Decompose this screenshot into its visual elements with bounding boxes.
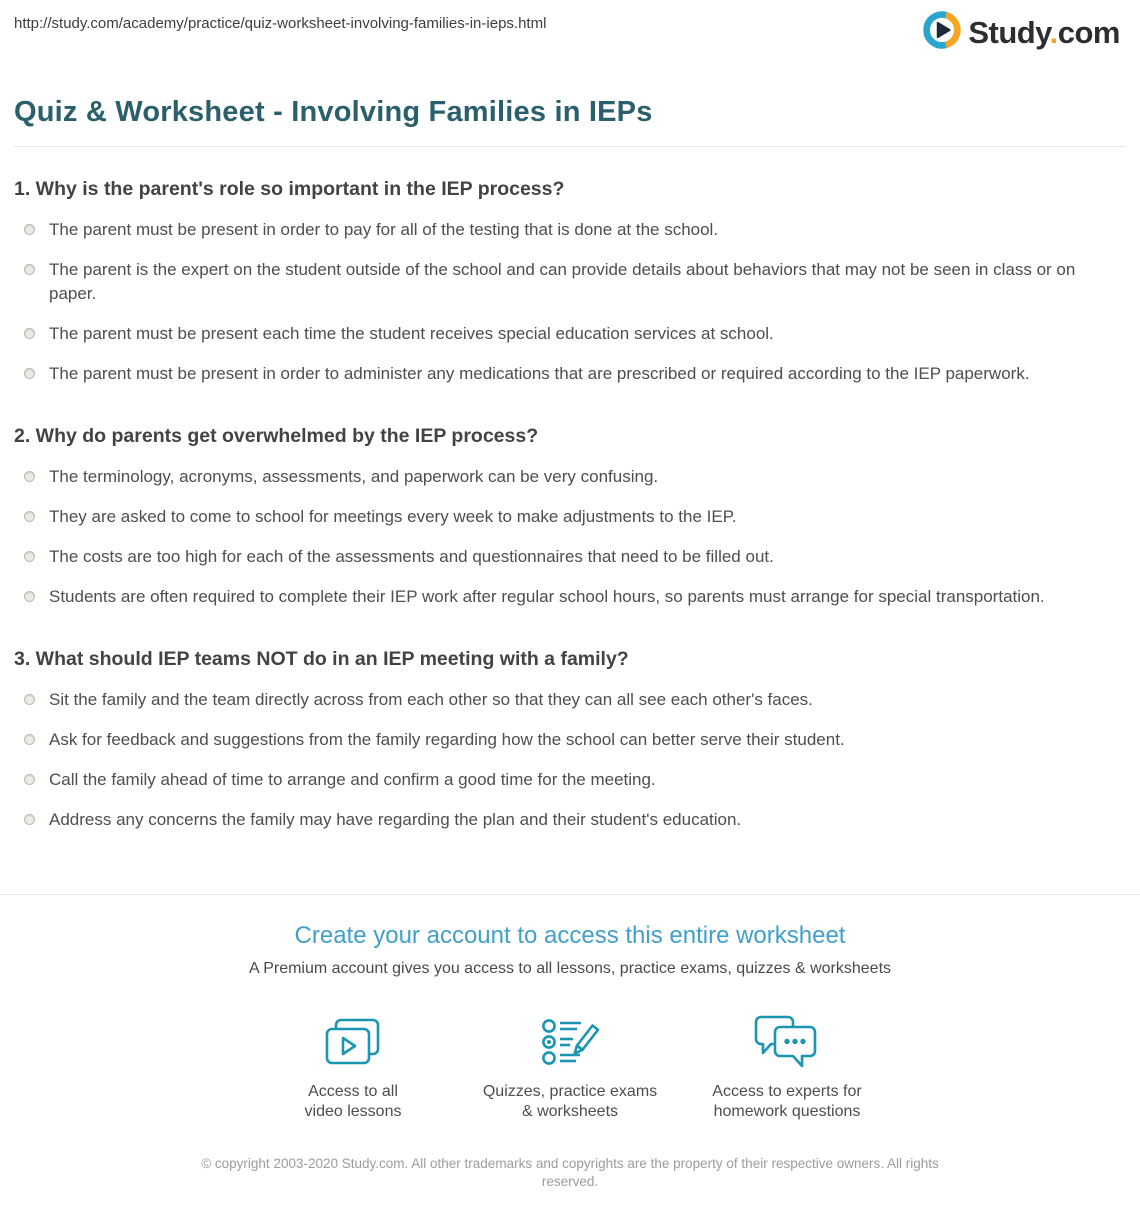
- quiz-content: [0, 178, 1140, 840]
- page-title: Quiz & Worksheet - Involving Families in IEPs: [14, 96, 653, 128]
- question-heading: 2. Why do parents get overwhelmed by the IEP process?: [14, 425, 539, 447]
- video-lessons-icon: [245, 1015, 462, 1069]
- create-account-title[interactable]: Create your account to access this entire worksheet: [294, 922, 846, 949]
- quiz-option[interactable]: [14, 720, 1126, 760]
- quiz-option[interactable]: [14, 354, 1126, 394]
- quiz-option[interactable]: [14, 457, 1126, 497]
- quiz-option[interactable]: [14, 314, 1126, 354]
- features-row: [0, 1015, 1140, 1122]
- premium-subtitle: A Premium account gives you access to all lessons, practice exams, quizzes & worksheets: [248, 960, 892, 977]
- radio-button-icon[interactable]: [24, 734, 35, 745]
- question-2: [14, 425, 1126, 617]
- quiz-option[interactable]: [14, 800, 1126, 840]
- quiz-option-text: Sit the family and the team directly across from each other so that they can all see each other's faces.: [49, 690, 813, 709]
- quiz-pencil-icon: [462, 1015, 679, 1069]
- radio-button-icon[interactable]: [24, 224, 35, 235]
- quiz-option-text: The parent must be present in order to administer any medications that are prescribed or required according to the IEP paperwork.: [49, 364, 1030, 383]
- radio-button-icon[interactable]: [24, 511, 35, 522]
- quiz-option[interactable]: [14, 577, 1126, 617]
- radio-button-icon[interactable]: [24, 328, 35, 339]
- create-account-section: [0, 894, 1140, 1219]
- radio-button-icon[interactable]: [24, 814, 35, 825]
- quiz-option-text: Call the family ahead of time to arrange and confirm a good time for the meeting.: [49, 770, 656, 789]
- feature-video-lessons: [245, 1015, 462, 1122]
- quiz-option-text: They are asked to come to school for meetings every week to make adjustments to the IEP.: [49, 507, 737, 526]
- radio-button-icon[interactable]: [24, 551, 35, 562]
- quiz-option-text: Address any concerns the family may have regarding the plan and their student's education.: [49, 810, 742, 829]
- quiz-option[interactable]: [14, 497, 1126, 537]
- quiz-option[interactable]: [14, 680, 1126, 720]
- radio-button-icon[interactable]: [24, 694, 35, 705]
- radio-button-icon[interactable]: [24, 591, 35, 602]
- quiz-option-text: The parent must be present each time the student receives special education services at school.: [49, 324, 774, 343]
- radio-button-icon[interactable]: [24, 264, 35, 275]
- feature-label: Quizzes, practice exams & worksheets: [482, 1083, 658, 1120]
- quiz-option[interactable]: [14, 210, 1126, 250]
- feature-experts: [679, 1015, 896, 1122]
- feature-quizzes: [462, 1015, 679, 1122]
- feature-label: Access to experts for homework questions: [712, 1083, 862, 1120]
- question-1: [14, 178, 1126, 394]
- title-divider: [14, 146, 1126, 147]
- quiz-option-text: Students are often required to complete their IEP work after regular school hours, so parents must arrange for special transportation.: [49, 587, 1045, 606]
- quiz-option-text: The parent is the expert on the student outside of the school and can provide details about behaviors that may not be seen in class or on paper.: [49, 260, 1076, 303]
- quiz-option[interactable]: [14, 760, 1126, 800]
- question-heading: 1. Why is the parent's role so important in the IEP process?: [14, 178, 565, 200]
- quiz-option-text: The costs are too high for each of the assessments and questionnaires that need to be filled out.: [49, 547, 774, 566]
- page-url: http://study.com/academy/practice/quiz-worksheet-involving-families-in-ieps.html: [14, 15, 547, 32]
- quiz-option[interactable]: [14, 537, 1126, 577]
- question-heading: 3. What should IEP teams NOT do in an IEP meeting with a family?: [14, 648, 629, 670]
- study-logo-wordmark: Study.com: [968, 15, 1120, 50]
- radio-button-icon[interactable]: [24, 774, 35, 785]
- quiz-option-text: Ask for feedback and suggestions from the family regarding how the school can better serve their student.: [49, 730, 845, 749]
- top-bar: [0, 0, 1140, 54]
- copyright-notice: © copyright 2003-2020 Study.com. All other trademarks and copyrights are the property of their respective owners. All rights reserved.: [201, 1156, 939, 1189]
- question-3: [14, 648, 1126, 840]
- radio-button-icon[interactable]: [24, 471, 35, 482]
- quiz-option-text: The parent must be present in order to pay for all of the testing that is done at the school.: [49, 220, 719, 239]
- chat-experts-icon: [679, 1015, 896, 1069]
- quiz-option[interactable]: [14, 250, 1126, 314]
- quiz-option-text: The terminology, acronyms, assessments, and paperwork can be very confusing.: [49, 467, 659, 486]
- feature-label: Access to all video lessons: [304, 1083, 402, 1120]
- radio-button-icon[interactable]: [24, 368, 35, 379]
- study-logo-play-icon: [923, 11, 961, 54]
- study-logo[interactable]: [923, 11, 1120, 54]
